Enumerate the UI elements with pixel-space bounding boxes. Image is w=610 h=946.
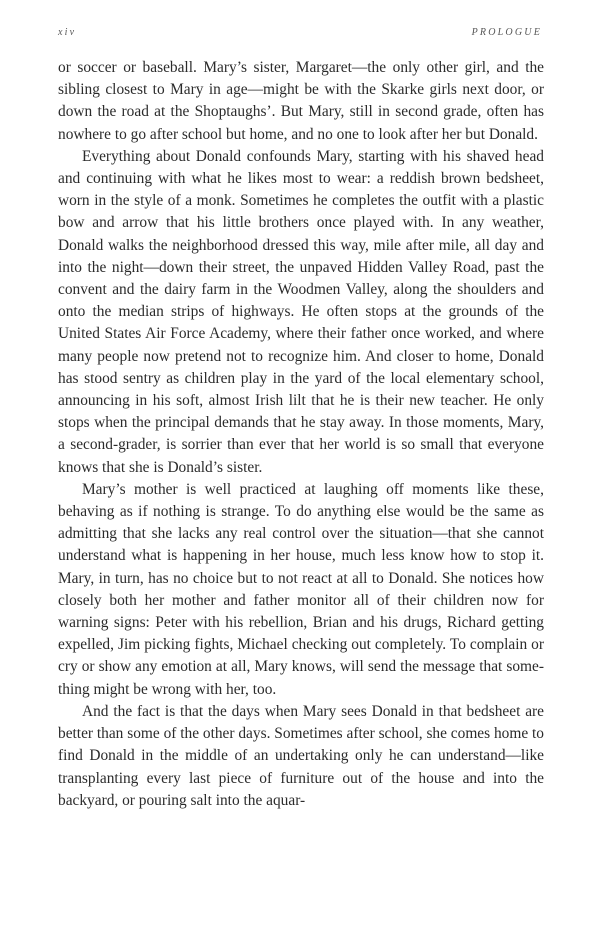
paragraph-3: Mary’s mother is well practiced at laughing off moments like these, behaving as if nothing is strange. To do anything else would be the same as admitting that she lacks any real control over the situation—that she cannot understand what is happening in her house, much less know how to stop it. Mary, in turn, has no choice but to not react at all to Donald. She notices how closely both her mother and father monitor all of their children now for warning signs: Peter with his rebellion, Brian and his drugs, Richard getting expelled, Jim picking fights, Michael checking out completely. To complain or cry or show any emotion at all, Mary knows, will send the message that something might be wrong with her, too.	[58, 480, 544, 698]
page-number: xiv	[58, 27, 77, 38]
paragraph-1: or soccer or baseball. Mary’s sister, Margaret—the only other girl, and the sibling closest to Mary in age—might be with the Skarke girls next door, or down the road at the Shoptaughs’. But Mary, still in second grade, often has nowhere to go after school but home, and no one to look after her but Donald.	[58, 59, 544, 143]
paragraph-2: Everything about Donald confounds Mary, starting with his shaved head and continuing with what he likes most to wear: a reddish brown bedsheet, worn in the style of a monk. Sometimes he completes the outfit with a plastic bow and arrow that his little brothers once played with. In any weather, Donald walks the neighborhood dressed this way, mile after mile, all day and into the night—down their street, the unpaved Hidden Valley Road, past the convent and the dairy farm in the Woodmen Valley, along the shoulders and onto the median strips of highways. He often stops at the grounds of the United States Air Force Academy, where their father once worked, and where many people now pretend not to recognize him. And closer to home, Donald has stood sentry as children play in the yard of the local elementary school, announcing in his soft, almost Irish lilt that he is their new teacher. He only stops when the principal demands that he stay away. In those moments, Mary, a second-grader, is sorrier than ever that her world is so small that everyone knows that she is Donald’s sister.	[58, 147, 544, 476]
body-text	[58, 57, 544, 812]
paragraph-4: And the fact is that the days when Mary sees Donald in that bedsheet are better than some of the other days. Sometimes after school, she comes home to find Donald in the middle of an undertaking only he can understand—like transplanting every last piece of furniture out of the house and into the backyard, or pouring salt into the aquar-	[58, 702, 544, 809]
running-title: PROLOGUE	[471, 27, 542, 38]
running-head	[58, 27, 542, 43]
